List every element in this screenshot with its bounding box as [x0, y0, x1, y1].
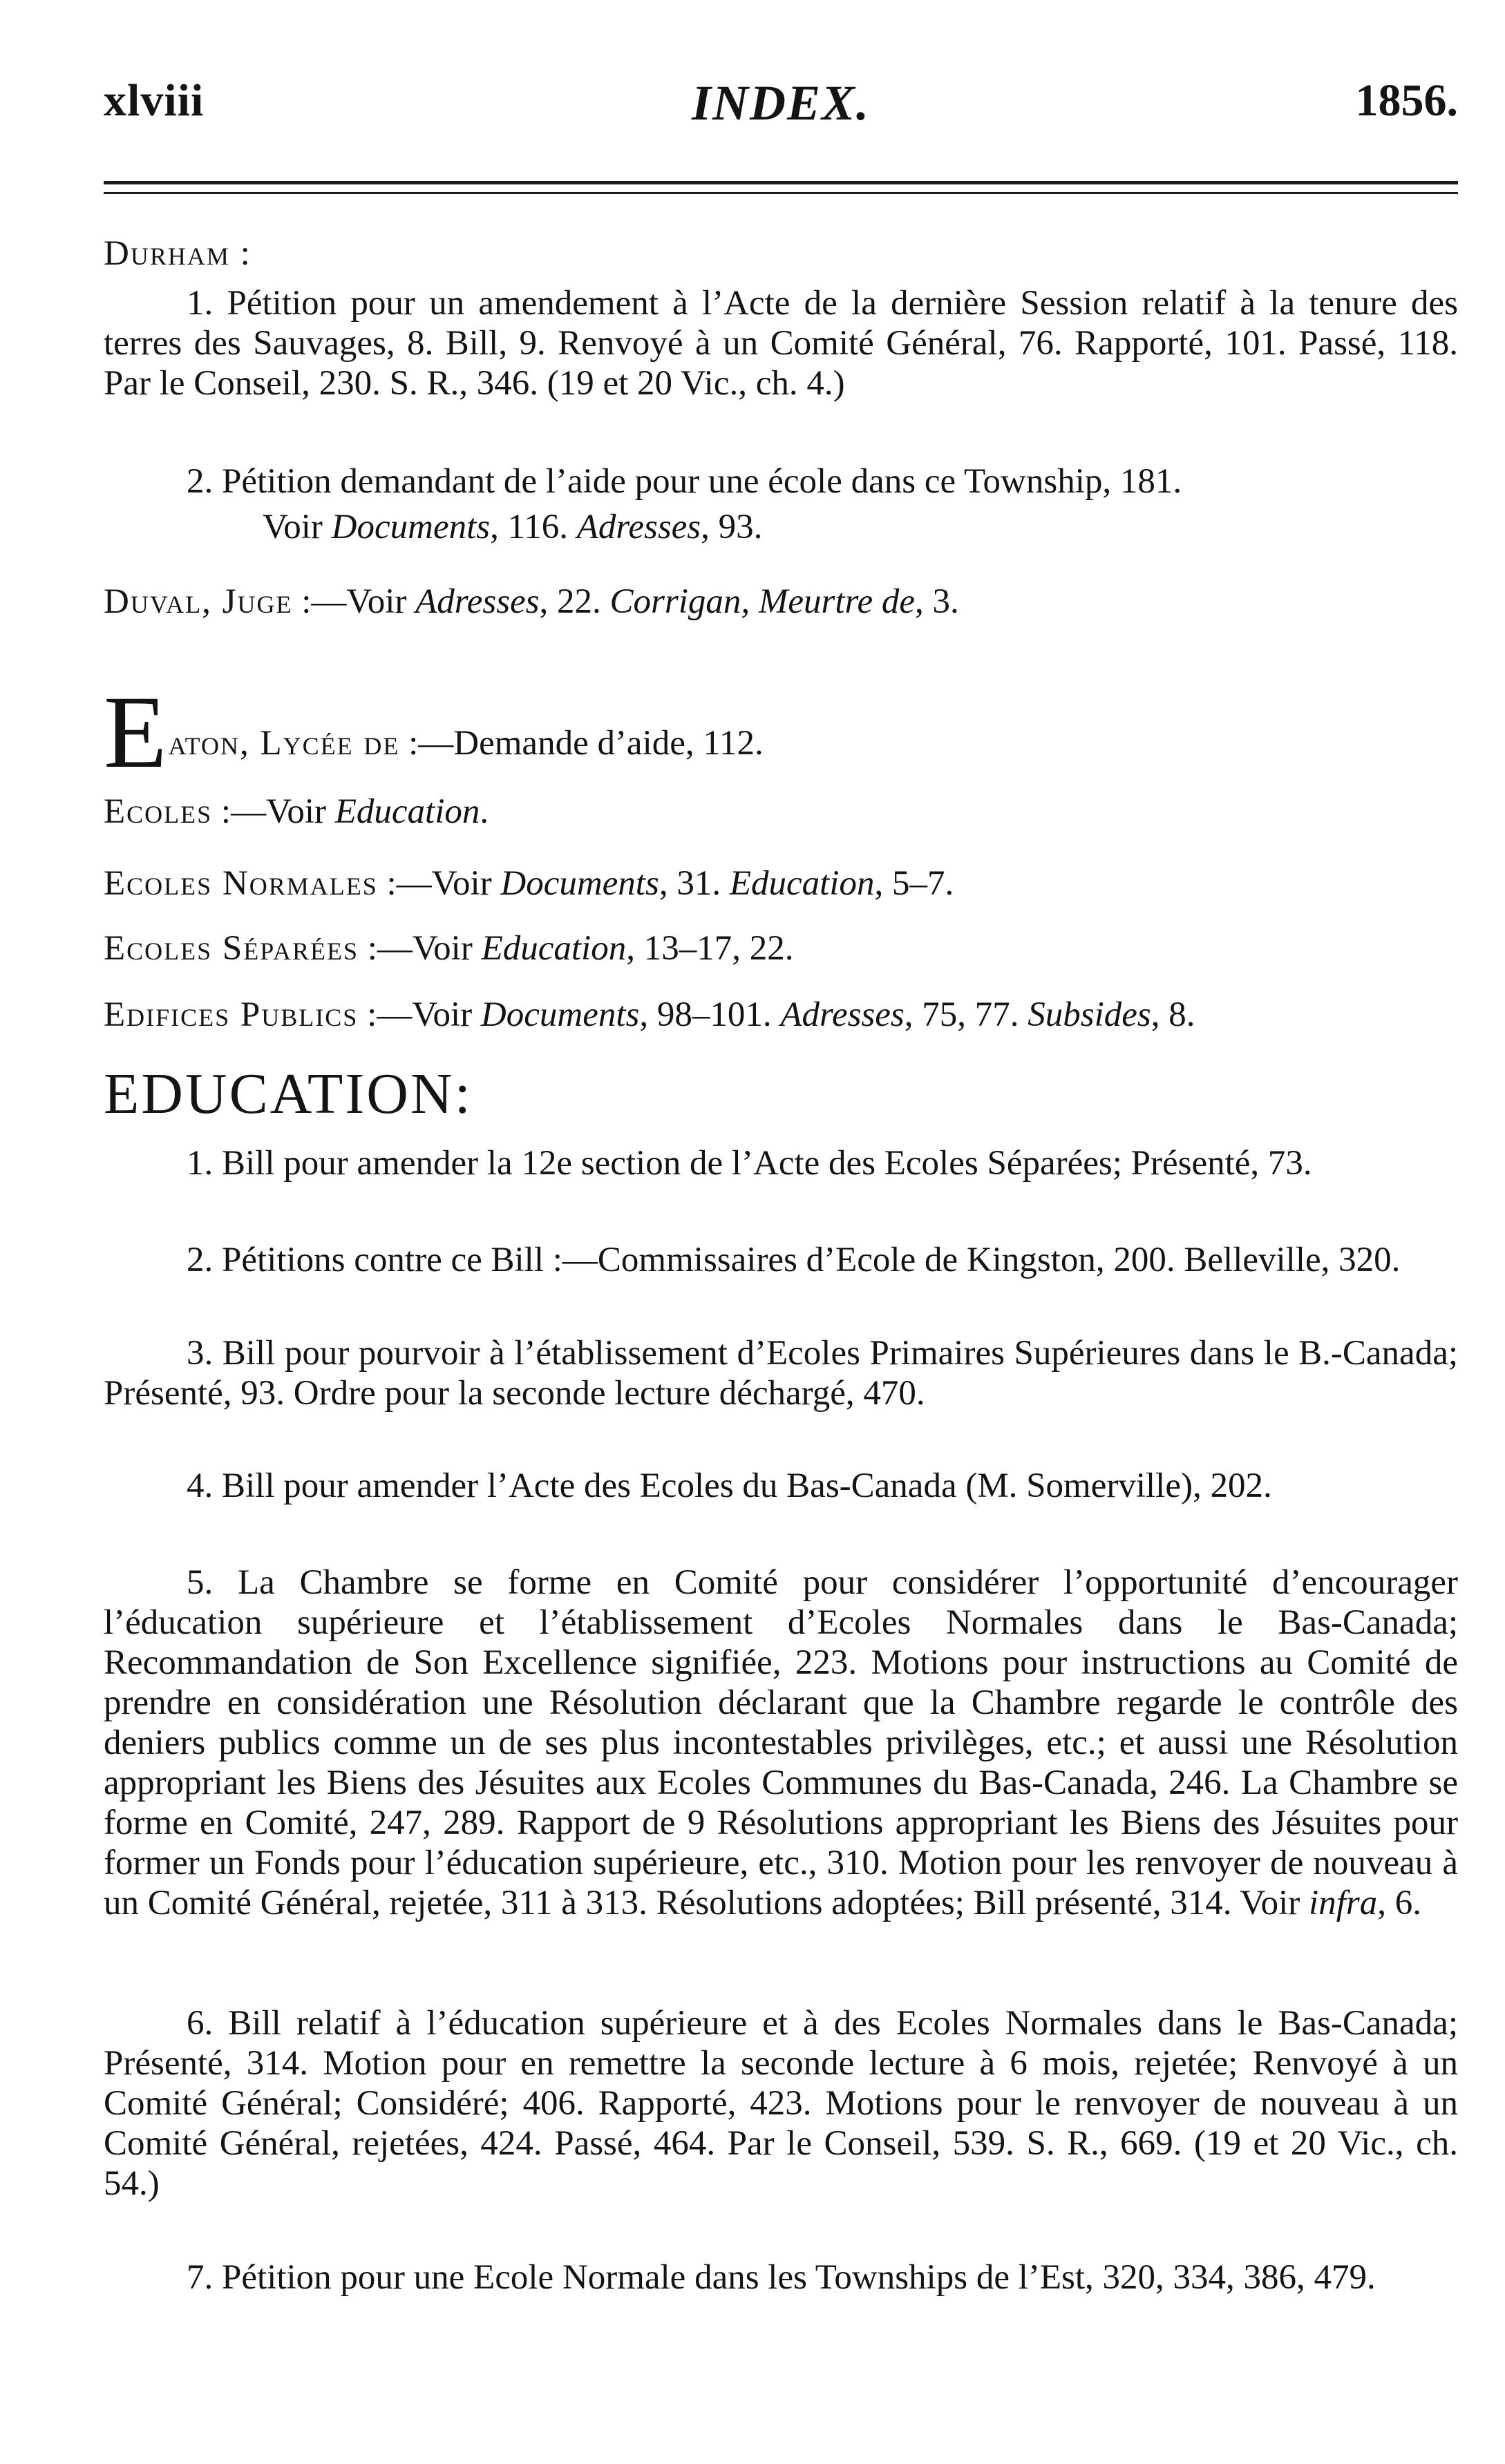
page-year: 1856.: [1355, 75, 1458, 126]
page-title: INDEX.: [691, 75, 871, 131]
header-rule-thick: [104, 181, 1458, 184]
page-number: xlviii: [104, 75, 205, 126]
education-item-6: 6. Bill relatif à l’éducation supérieure et à des Ecoles Normales dans le Bas-Canada; Présenté, 314. Motion pour en remettre la seconde lecture à 6 mois, rejetée; Renvoyé à un Comité Général; Considéré; 406. Rapporté, 423. Motions pour le renvoyer de nouveau à un Comité Général, rejetées, 424. Passé, 464. Par le Conseil, 539. S. R., 669. (19 et 20 Vic., ch. 54.): [104, 2004, 1458, 2203]
education-item-7: 7. Pétition pour une Ecole Normale dans les Townships de l’Est, 320, 334, 386, 479.: [187, 2258, 1376, 2297]
education-item-1: 1. Bill pour amender la 12e section de l’Acte des Ecoles Séparées; Présenté, 73.: [187, 1144, 1312, 1183]
durham-item-2: 2. Pétition demandant de l’aide pour une école dans ce Township, 181.: [187, 462, 1182, 501]
header-rule-thin: [104, 192, 1458, 194]
ref-adresses: Adresses: [576, 508, 701, 546]
duval-heading: Duval, Juge: [104, 582, 293, 621]
durham-heading: Durham :: [104, 234, 252, 273]
ref-documents: Documents: [331, 508, 491, 546]
eaton-heading: aton, Lycée de: [168, 724, 400, 763]
eaton-entry: Eaton, Lycée de :—Demande d’aide, 112.: [104, 675, 764, 790]
ecoles-normales-entry: Ecoles Normales :—Voir Documents, 31. Education, 5–7.: [104, 864, 954, 903]
education-heading: EDUCATION:: [104, 1062, 473, 1126]
ecoles-entry: Ecoles :—Voir Education.: [104, 792, 489, 831]
education-item-5: 5. La Chambre se forme en Comité pour considérer l’opportunité d’encourager l’éducation supérieure et l’établissement d’Ecoles Normales dans le Bas-Canada; Recommandation de Son Excellence signifiée, 223. Motions pour instructions au Comité de prendre en considération une Résolution déclarant que la Chambre regarde le contrôle des deniers publics comme un de ses plus incontestables privilèges, etc.; et aussi une Résolution appropriant les Biens des Jésuites aux Ecoles Communes du Bas-Canada, 246. La Chambre se forme en Comité, 247, 289. Rapport de 9 Résolutions appropriant les Biens des Jésuites pour former un Fonds pour l’éducation supérieure, etc., 310. Motion pour les renvoyer de nouveau à un Comité Général, rejetée, 311 à 313. Résolutions adoptées; Bill présenté, 314. Voir infra, 6.: [104, 1563, 1458, 1922]
index-page: [104, 0, 1458, 2464]
page-header: [104, 75, 1458, 137]
ecoles-separees-entry: Ecoles Séparées :—Voir Education, 13–17, 22.: [104, 929, 794, 968]
durham-item-2-refs: Voir Documents, 116. Adresses, 93.: [263, 508, 763, 546]
duval-entry: Duval, Juge :—Voir Adresses, 22. Corrigan, Meurtre de, 3.: [104, 582, 959, 621]
durham-item-1: 1. Pétition pour un amendement à l’Acte de la dernière Session relatif à la tenure des terres des Sauvages, 8. Bill, 9. Renvoyé à un Comité Général, 76. Rapporté, 101. Passé, 118. Par le Conseil, 230. S. R., 346. (19 et 20 Vic., ch. 4.): [104, 284, 1458, 403]
education-item-3: 3. Bill pour pourvoir à l’établissement d’Ecoles Primaires Supérieures dans le B.-Canada; Présenté, 93. Ordre pour la seconde lecture déchargé, 470.: [104, 1334, 1458, 1413]
section-dropcap-e: E: [104, 675, 167, 790]
edifices-publics-entry: Edifices Publics :—Voir Documents, 98–101. Adresses, 75, 77. Subsides, 8.: [104, 995, 1195, 1034]
education-item-2: 2. Pétitions contre ce Bill :—Commissaires d’Ecole de Kingston, 200. Belleville, 320.: [187, 1241, 1401, 1279]
education-item-4: 4. Bill pour amender l’Acte des Ecoles du Bas-Canada (M. Somerville), 202.: [187, 1467, 1272, 1505]
